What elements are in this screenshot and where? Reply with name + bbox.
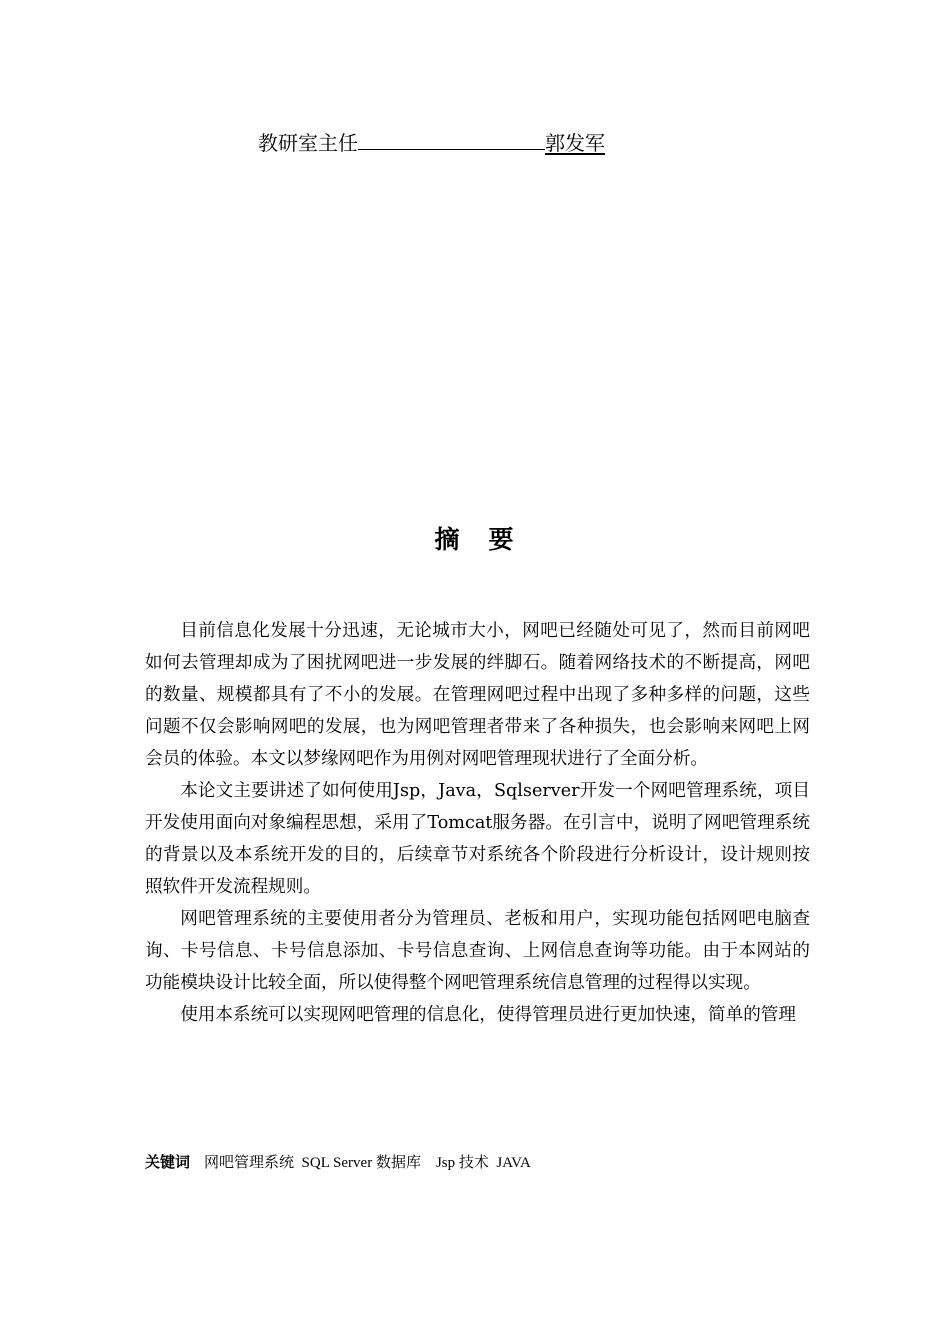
abstract-paragraph: 使用本系统可以实现网吧管理的信息化，使得管理员进行更加快速，简单的管理	[180, 1005, 796, 1025]
keywords-line	[145, 1150, 531, 1175]
abstract-title: 摘 要	[434, 525, 516, 554]
signature-name: 郭发军	[545, 131, 605, 155]
signature-blank	[358, 127, 545, 150]
abstract-body	[145, 615, 810, 1031]
signature-line	[258, 127, 605, 158]
abstract-paragraph: 网吧管理系统的主要使用者分为管理员、老板和用户，实现功能包括网吧电脑查询、卡号信息、卡号信息添加、卡号信息查询、上网信息查询等功能。由于本网站的功能模块设计比较全面，所以使得整个网吧管理系统信息管理的过程得以实现。	[145, 909, 810, 993]
keywords-text: 网吧管理系统 SQL Server 数据库 Jsp 技术 JAVA	[204, 1155, 531, 1171]
keywords-label: 关键词	[145, 1153, 191, 1171]
signature-label: 教研室主任	[258, 131, 358, 155]
abstract-paragraph: 目前信息化发展十分迅速，无论城市大小，网吧已经随处可见了，然而目前网吧如何去管理却成为了困扰网吧进一步发展的绊脚石。随着网络技术的不断提高，网吧的数量、规模都具有了不小的发展。在管理网吧过程中出现了多种多样的问题，这些问题不仅会影响网吧的发展，也为网吧管理者带来了各种损失，也会影响来网吧上网会员的体验。本文以梦缘网吧作为用例对网吧管理现状进行了全面分析。	[145, 621, 810, 769]
abstract-paragraph: 本论文主要讲述了如何使用Jsp，Java，Sqlserver开发一个网吧管理系统，项目开发使用面向对象编程思想，采用了Tomcat服务器。在引言中，说明了网吧管理系统的背景以及本系统开发的目的，后续章节对系统各个阶段进行分析设计，设计规则按照软件开发流程规则。	[145, 781, 810, 897]
